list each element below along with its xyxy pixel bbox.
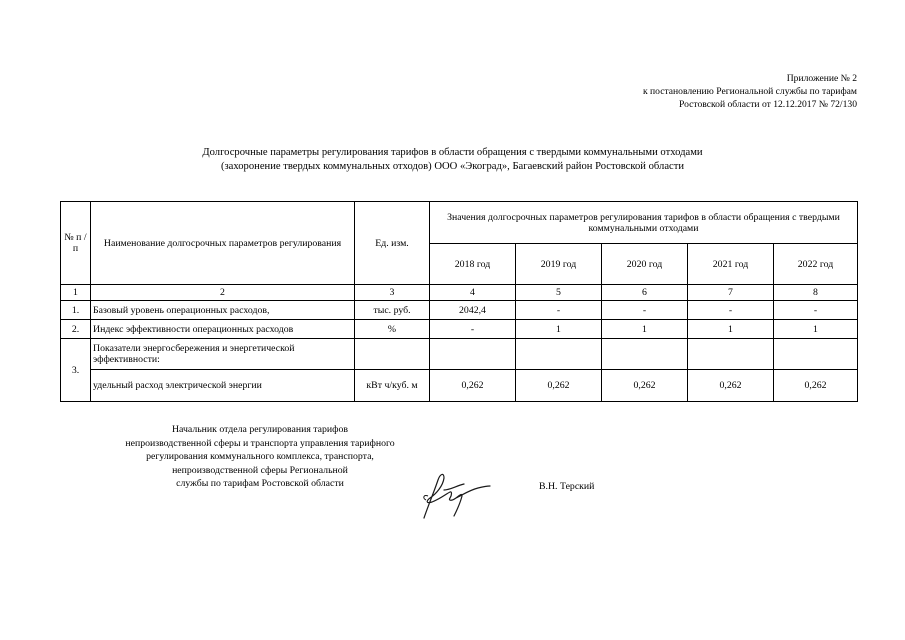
header-year: 2019 год [516,244,602,285]
appendix-line-1: Приложение № 2 [786,73,857,84]
parameters-table [60,201,858,402]
table-row [61,301,858,320]
row-value: 1 [516,320,602,339]
handwritten-signature [414,468,494,524]
table-row [61,320,858,339]
row-num: 2. [61,320,91,339]
row-num: 3. [61,339,91,402]
row-unit: % [355,320,430,339]
row-unit: тыс. руб. [355,301,430,320]
col-number: 2 [91,285,355,301]
appendix-line-3: Ростовской области от 12.12.2017 № 72/130 [679,99,857,110]
signer-line-5: службы по тарифам Ростовской области [176,478,344,489]
title-line-2: (захоронение твердых коммунальных отходов) ООО «Экоград», Багаевский район Ростовской области [220,161,685,172]
header-year: 2022 год [774,244,858,285]
empty-cell [516,339,602,370]
header-year: 2018 год [430,244,516,285]
col-number: 7 [688,285,774,301]
header-name: Наименование долгосрочных параметров регулирования [91,202,355,285]
header-year: 2020 год [602,244,688,285]
row-group-name: Показатели энергосбережения и энергетической эффективности: [91,339,355,370]
signer-line-4: непроизводственной сферы Региональной [172,464,348,476]
header-row [61,202,858,244]
row-value: 0,262 [516,370,602,402]
col-number: 3 [355,285,430,301]
table-row [61,339,858,370]
row-value: - [430,320,516,339]
col-number: 5 [516,285,602,301]
header-unit: Ед. изм. [355,202,430,285]
row-value: 2042,4 [430,301,516,320]
column-number-row [61,285,858,301]
document-title [0,146,905,174]
row-value: 1 [688,320,774,339]
signer-name: В.Н. Терский [539,481,595,492]
empty-cell [355,339,430,370]
row-value: 1 [602,320,688,339]
appendix-line-2: к постановлению Региональной службы по тарифам [642,86,857,97]
empty-cell [430,339,516,370]
signer-line-2: непроизводственной сферы и транспорта управления тарифного [125,437,395,449]
col-number: 8 [774,285,858,301]
row-value: - [602,301,688,320]
header-num: № п /п [61,202,91,285]
row-value: 0,262 [688,370,774,402]
header-values: Значения долгосрочных параметров регулирования тарифов в области обращения с твердыми коммунальными отходами [430,202,858,244]
col-number: 6 [602,285,688,301]
row-unit: кВт ч/куб. м [355,370,430,402]
row-name: Базовый уровень операционных расходов, [91,301,355,320]
empty-cell [602,339,688,370]
signer-position [60,423,460,491]
header-year: 2021 год [688,244,774,285]
row-name: Индекс эффективности операционных расходов [91,320,355,339]
row-value: 1 [774,320,858,339]
row-sub-name: удельный расход электрической энергии [91,370,355,402]
row-value: 0,262 [774,370,858,402]
table-row [61,370,858,402]
row-value: - [688,301,774,320]
row-num: 1. [61,301,91,320]
signer-line-3: регулирования коммунального комплекса, транспорта, [146,451,374,462]
row-value: 0,262 [602,370,688,402]
row-value: - [516,301,602,320]
col-number: 4 [430,285,516,301]
empty-cell [688,339,774,370]
appendix-note [643,72,857,111]
col-number: 1 [61,285,91,301]
signer-line-1: Начальник отдела регулирования тарифов [171,424,349,435]
row-value: - [774,301,858,320]
row-value: 0,262 [430,370,516,402]
title-line-1: Долгосрочные параметры регулирования тарифов в области обращения с твердыми коммунальными отходами [202,147,703,158]
empty-cell [774,339,858,370]
